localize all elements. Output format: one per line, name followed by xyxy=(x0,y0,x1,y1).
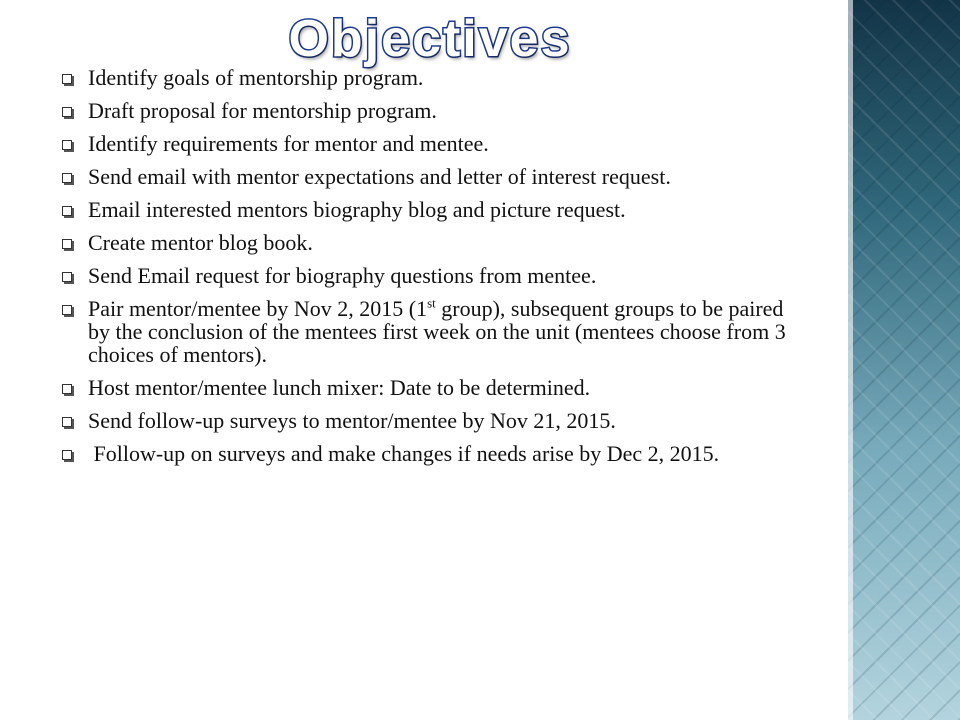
square-bullet-icon xyxy=(56,165,88,188)
square-bullet-icon xyxy=(56,66,88,89)
square-bullet-icon xyxy=(56,409,88,432)
square-bullet-icon xyxy=(56,198,88,221)
list-item-text: Identify requirements for mentor and mentee. xyxy=(88,131,489,156)
list-item-text-before: Pair mentor/mentee by Nov 2, 2015 (1 xyxy=(88,296,428,321)
list-item-text: Draft proposal for mentorship program. xyxy=(88,98,437,123)
list-item-text: Follow-up on surveys and make changes if needs arise by Dec 2, 2015. xyxy=(88,441,720,466)
square-bullet-icon xyxy=(56,99,88,122)
list-item xyxy=(56,264,796,287)
list-item xyxy=(56,376,796,399)
list-item xyxy=(56,132,796,155)
list-item xyxy=(56,297,796,366)
square-bullet-icon xyxy=(56,231,88,254)
slide-title: Objectives xyxy=(288,10,572,68)
list-item-text xyxy=(88,297,796,366)
list-item xyxy=(56,231,796,254)
list-item xyxy=(56,198,796,221)
list-item xyxy=(56,165,796,188)
ordinal-suffix: st xyxy=(427,295,436,311)
list-item xyxy=(56,409,796,432)
list-item-text: Host mentor/mentee lunch mixer: Date to be determined. xyxy=(88,375,591,400)
square-bullet-icon xyxy=(56,376,88,399)
list-item xyxy=(56,66,796,89)
list-item-text: Send email with mentor expectations and letter of interest request. xyxy=(88,164,671,189)
square-bullet-icon xyxy=(56,297,88,320)
decorative-sidebar xyxy=(848,0,960,720)
list-item xyxy=(56,99,796,122)
square-bullet-icon xyxy=(56,264,88,287)
list-item xyxy=(56,442,796,465)
list-item-text-after: group), subsequent groups to be paired by the conclusion of the mentees first week on the unit (mentees choose from 3 choices of mentors). xyxy=(88,296,786,367)
list-item-text: Identify goals of mentorship program. xyxy=(88,65,424,90)
list-item-text: Email interested mentors biography blog and picture request. xyxy=(88,197,626,222)
square-bullet-icon xyxy=(56,132,88,155)
objectives-list xyxy=(56,66,796,475)
list-item-text: Send Email request for biography questions from mentee. xyxy=(88,263,597,288)
list-item-text: Create mentor blog book. xyxy=(88,230,313,255)
square-bullet-icon xyxy=(56,442,88,465)
list-item-text: Send follow-up surveys to mentor/mentee by Nov 21, 2015. xyxy=(88,408,616,433)
